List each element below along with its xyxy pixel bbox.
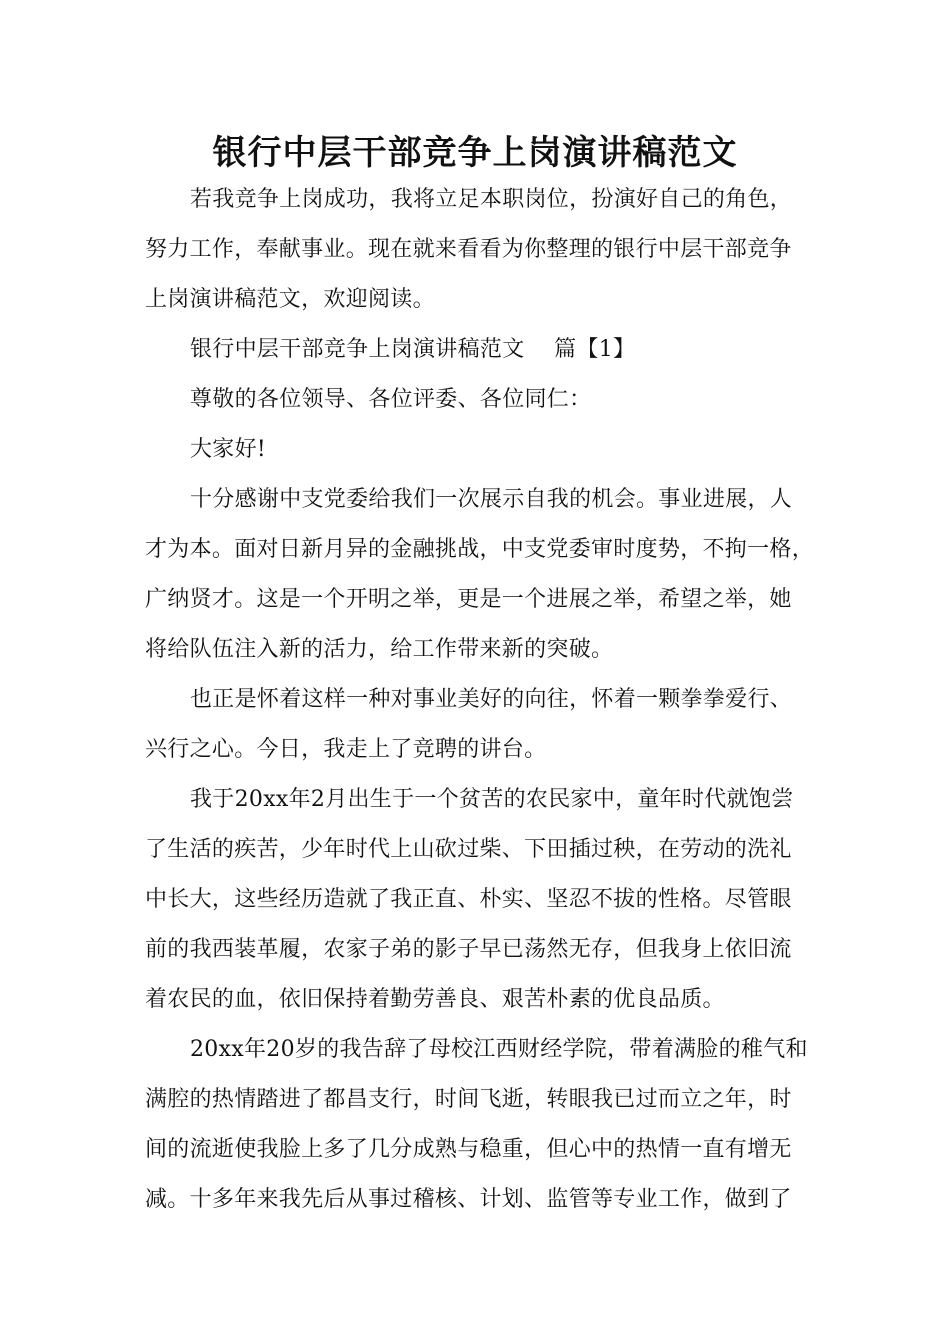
text-line: 前的我西装革履，农家子弟的影子早已荡然无存，但我身上依旧流 xyxy=(145,937,792,962)
text-line: 也正是怀着这样一种对事业美好的向往，怀着一颗拳拳爱行、 xyxy=(190,687,793,712)
text-line: 了生活的疾苦，少年时代上山砍过柴、下田插过秧，在劳动的洗礼 xyxy=(145,837,792,862)
text-line: 间的流逝使我脸上多了几分成熟与稳重，但心中的热情一直有增无 xyxy=(145,1137,792,1162)
document-title: 银行中层干部竞争上岗演讲稿范文 xyxy=(212,133,738,173)
text-line: 着农民的血，依旧保持着勤劳善良、艰苦朴素的优良品质。 xyxy=(145,987,725,1012)
text-line: 减。十多年来我先后从事过稽核、计划、监管等专业工作，做到了 xyxy=(145,1187,792,1212)
text-line: 兴行之心。今日，我走上了竞聘的讲台。 xyxy=(145,737,547,762)
text-line: 将给队伍注入新的活力，给工作带来新的突破。 xyxy=(145,637,614,662)
text-line: 才为本。面对日新月异的金融挑战，中支党委审时度势，不拘一格， xyxy=(145,537,815,562)
salutation: 尊敬的各位领导、各位评委、各位同仁： xyxy=(190,387,592,412)
text-line: 20xx年20岁的我告辞了母校江西财经学院，带着满脸的稚气和 xyxy=(190,1037,808,1062)
text-line: 上岗演讲稿范文，欢迎阅读。 xyxy=(145,287,435,312)
text-line: 我于20xx年2月出生于一个贫苦的农民家中，童年时代就饱尝 xyxy=(190,787,794,812)
greeting: 大家好! xyxy=(190,437,267,462)
text-line: 努力工作，奉献事业。现在就来看看为你整理的银行中层干部竞争 xyxy=(145,237,792,262)
text-line: 若我竞争上岗成功，我将立足本职岗位，扮演好自己的角色， xyxy=(190,187,793,212)
section-heading: 银行中层干部竞争上岗演讲稿范文 篇【1】 xyxy=(190,337,636,362)
text-line: 满腔的热情踏进了都昌支行，时间飞逝，转眼我已过而立之年，时 xyxy=(145,1087,792,1112)
text-line: 十分感谢中支党委给我们一次展示自我的机会。事业进展，人 xyxy=(190,487,793,512)
text-line: 广纳贤才。这是一个开明之举，更是一个进展之举，希望之举，她 xyxy=(145,587,792,612)
text-line: 中长大，这些经历造就了我正直、朴实、坚忍不拔的性格。尽管眼 xyxy=(145,887,792,912)
